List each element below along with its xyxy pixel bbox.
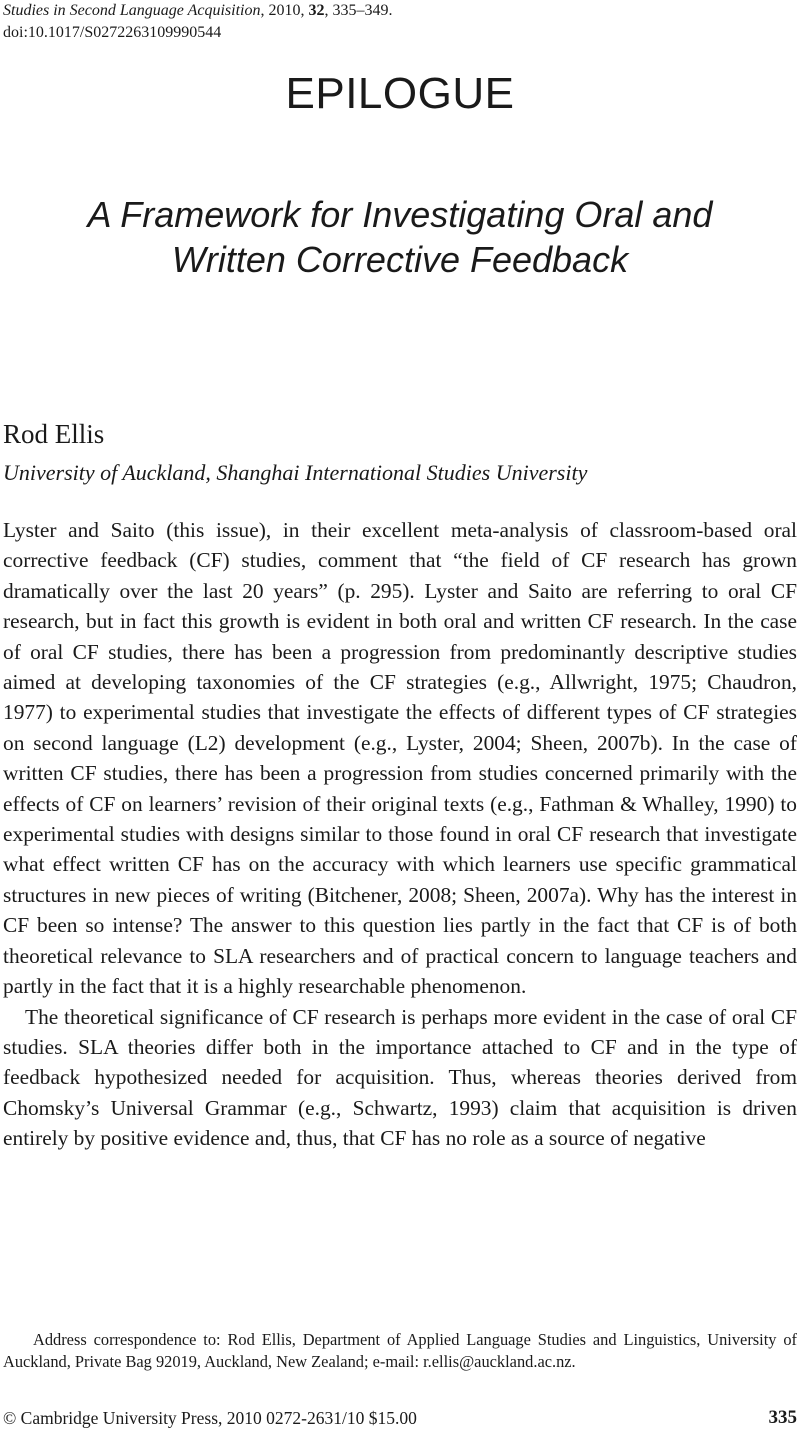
article-title-line-2: Written Corrective Feedback (171, 239, 629, 280)
article-title-line-1: A Framework for Investigating Oral and (87, 194, 713, 235)
paragraph: Lyster and Saito (this issue), in their excellent meta-analysis of classroom-based oral corrective feedback (CF) studies, comment that “the field of CF research has grown dramatically over the last 20 years” (p. 295). Lyster and Saito are referring to oral CF research, but in fact this growth is evident in both oral and written CF research. In the case of oral CF studies, there has been a progression from predominantly descriptive studies aimed at developing taxonomies of the CF strategies (e.g., Allwright, 1975; Chaudron, 1977) to experimental studies that investigate the effects of different types of CF strategies on second language (L2) development (e.g., Lyster, 2004; Sheen, 2007b). In the case of written CF studies, there has been a progression from studies concerned primarily with the effects of CF on learners’ revision of their original texts (e.g., Fathman & Whalley, 1990) to experimental studies with designs similar to those found in oral CF research that investigate what effect written CF has on the accuracy with which learners use specific grammatical structures in new pieces of writing (Bitchener, 2008; Sheen, 2007a). Why has the interest in CF been so intense? The answer to this question lies partly in the fact that CF is of both theoretical relevance to SLA researchers and of practical concern to language teachers and partly in the fact that it is a highly researchable phenomenon. (3, 518, 797, 999)
section-title: EPILOGUE (285, 69, 515, 118)
page-number: 335 (768, 1407, 797, 1428)
journal-name: Studies in Second Language Acquisition (3, 2, 261, 19)
volume-number: 32 (308, 2, 325, 19)
year-part: , 2010, (260, 2, 309, 19)
copyright-line: © Cambridge University Press, 2010 0272-2631/10 $15.00 (3, 1408, 417, 1428)
body-text (3, 515, 797, 1154)
author-affiliation: University of Auckland, Shanghai International Studies University (3, 460, 588, 485)
correspondence-footnote: Address correspondence to: Rod Ellis, Department of Applied Language Studies and Linguistics, University of Auckland, Private Bag 92019, Auckland, New Zealand; e-mail: r.ellis@auckland.ac.nz. (3, 1330, 797, 1371)
running-header (3, 0, 703, 44)
citation-line (3, 0, 703, 22)
doi: doi:10.1017/S0272263109990544 (3, 24, 222, 41)
page-footer (3, 1404, 797, 1432)
paragraph: The theoretical significance of CF research is perhaps more evident in the case of oral CF studies. SLA theories differ both in the importance attached to CF and in the type of feedback hypothesized needed for acquisition. Thus, whereas theories derived from Chomsky’s Universal Grammar (e.g., Schwartz, 1993) claim that acquisition is driven entirely by positive evidence and, thus, that CF has no role as a source of negative (3, 1004, 797, 1151)
article-title (0, 192, 800, 282)
author-name: Rod Ellis (3, 419, 105, 449)
page-range: , 335–349. (324, 2, 393, 19)
